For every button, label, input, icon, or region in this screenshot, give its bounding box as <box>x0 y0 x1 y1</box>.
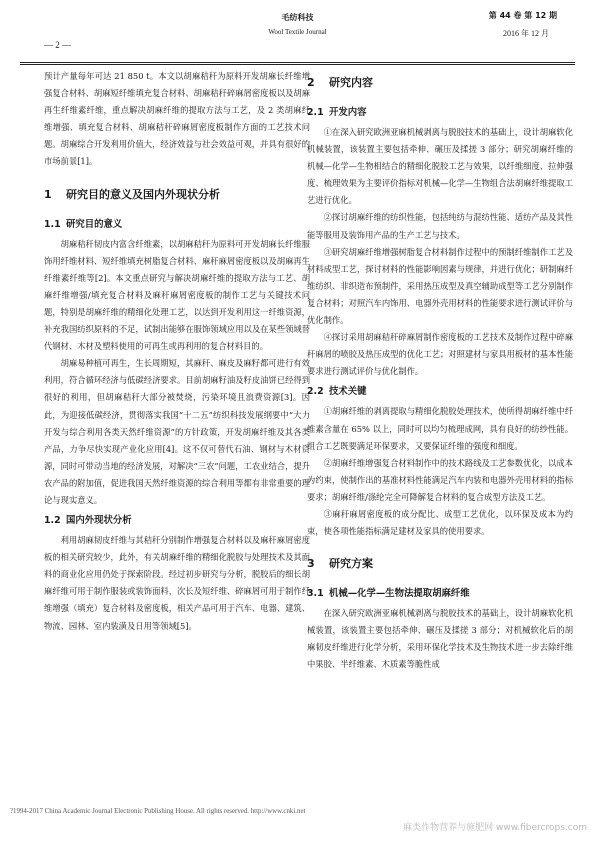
subsection-heading-2-1 <box>307 104 573 122</box>
issue-date: 2016 年 12 月 <box>503 29 549 38</box>
volume-issue: 第 44 卷 第 12 期 <box>488 11 557 20</box>
page-number: — 2 — <box>44 40 71 50</box>
left-column <box>44 68 310 635</box>
section-heading-3 <box>307 555 573 573</box>
subsection-title: 国内外现状分析 <box>66 515 132 527</box>
subsection-heading-3-1 <box>307 585 573 603</box>
subsection-title: 研究目的意义 <box>66 218 123 230</box>
subsection-heading-1-1 <box>44 216 310 234</box>
site-watermark: 麻类作物营养与施肥网 www.fibercrops.com <box>403 823 587 833</box>
body-paragraph: 利用胡麻韧皮纤维与其秸秆分别制作增强复合材料以及麻秆麻屑密度板的相关研究较少，此外，有关胡麻纤维的精细化脱胶与处理技术及其面料的商业化应用仍处于探索阶段。经过初步研究与分析，脱胶后的细长胡麻纤维可用于制作服装或装饰面料，次长及短纤维、碎麻屑可用于制作纤维增强（填充）复合材料及密度板，相关产品可用于汽车、电器、建筑、物流、园林、室内装潢及日用等领域[5]。 <box>44 535 310 631</box>
section-number: 3 <box>307 557 315 571</box>
section-title: 研究目的意义及国内外现状分析 <box>66 187 220 201</box>
header-rule <box>20 62 575 63</box>
journal-title-en: Wool Textile Journal <box>268 28 327 36</box>
header-rule-thin <box>20 64 575 65</box>
body-paragraph: ②胡麻纤维增强复合材料制作中的技术路线及工艺参数优化，以成本为约束，使制作出的基准材料性能满足汽车内装和电器外壳用材料的指标要求；胡麻纤维/涤纶完全可降解复合材料的复合成型方法及工艺。 <box>307 457 573 502</box>
subsection-number: 1.2 <box>44 515 61 527</box>
subsection-number: 3.1 <box>307 588 324 600</box>
body-paragraph: ③麻秆麻屑密度板的成分配比、成型工艺优化，以环保及成本为约束，使各项性能指标满足建材及家具的使用要求。 <box>307 508 573 537</box>
subsection-number: 2.1 <box>307 107 324 118</box>
body-paragraph: ④探讨采用胡麻秸秆碎麻屑制作密度板的工艺技术及制作过程中碎麻秆麻屑的喷胶及热压成型的优化工艺；对照建材与家具用板材的基本性能要求进行测试评价与优化制作。 <box>307 332 573 377</box>
subsection-heading-1-2 <box>44 512 310 530</box>
body-paragraph: ②探讨胡麻纤维的纺织性能，包括纯纺与混纺性能、适纺产品及其性能等服用及装饰用产品的生产工艺与技术。 <box>307 212 573 240</box>
subsection-number: 2.2 <box>307 386 324 398</box>
section-number: 1 <box>44 187 52 201</box>
subsection-title: 机械—化学—生物法提取胡麻纤维 <box>329 588 470 600</box>
section-heading-2 <box>307 74 573 92</box>
right-column <box>307 68 573 674</box>
body-paragraph: ①胡麻纤维的剥离提取与精细化脱胶处理技术，使所得胡麻纤维中纤维素含量在 65% 以上，同时可以均匀梳理成网，具有良好的纺纱性能。组合工艺既要满足环保要求，又要保证纤维的强度和细度。 <box>307 406 573 451</box>
body-paragraph: ①在深入研究欧洲亚麻机械剥离与脱胶技术的基础上，设计胡麻软化机械装置，该装置主要包括牵伸、碾压及揉搓 3 部分；研究胡麻纤维的机械—化学—生物相结合的精细化脱胶工艺与效果，以纤维细度、拉伸强度、梳理效果为主要评价指标对机械—化学—生物组合法胡麻纤维提取工艺进行优化。 <box>307 127 573 206</box>
intro-paragraph: 预计产量每年可达 21 850 t。本文以胡麻秸秆为原料开发胡麻长纤维增强复合材料、胡麻短纤维填充复合材料、胡麻秸秆碎麻屑密度板以及胡麻再生纤维素纤维，重点解决胡麻纤维的提取方法与工艺，及 2 类胡麻纤维增强、填充复合材料、胡麻秸秆碎麻屑密度板制作方面的工艺技术问题。胡麻综合开发利用价值大，经济效益与社会效益可观，并具有很好的市场前景[1]。 <box>44 71 310 167</box>
section-title: 研究内容 <box>329 76 373 89</box>
body-paragraph: 胡麻秸秆韧皮内富含纤维素，以胡麻秸秆为原料可开发胡麻长纤维服饰用纤维材料、短纤维填充树脂复合材料、麻秆麻屑密度板以及胡麻再生纤维素纤维等[2]。本文重点研究与解决胡麻纤维的提取方法与工艺、胡麻纤维增强/填充复合材料及麻秆麻屑密度板的制作工艺与关键技术问题，特别是胡麻纤维的精细化处理工艺，以达到开发利用这一纤维资源，补充我国纺织原料的不足，试制出能够在服饰领域应用以及在某些领域替代钢材、木材及塑料使用的可再生或再利用的复合材料目的。 <box>44 238 310 352</box>
copyright-notice: ?1994-2017 China Academic Journal Electronic Publishing House. All rights reserved. http://www.cnki.net <box>10 808 306 815</box>
body-paragraph: 胡麻易种植可再生，生长周期短，其麻秆、麻皮及麻籽都可进行有效利用，符合循环经济与低碳经济要求。目前胡麻籽油及籽皮油饼已经得到很好的利用，但胡麻秸秆大部分被焚烧，污染环境且浪费资源[3]。因此，为迎接低碳经济，贯彻落实我国“十二五”纺织科技发展纲要中“大力开发与综合利用各类天然纤维资源”的方针政策，开发胡麻纤维及其各类产品，力争尽快实现产业化应用[4]。这不仅可替代石油、钢材与木材资源，同时可带动当地的经济发展，对解决“三农”问题，工农业结合，提升农产品的附加值，促进我国天然纤维资源的综合利用等都有非常重要的理论与现实意义。 <box>44 358 310 505</box>
subsection-number: 1.1 <box>44 218 61 230</box>
body-paragraph: 在深入研究欧洲亚麻机械剥离与脱胶技术的基础上，设计胡麻软化机械装置，该装置主要包括牵伸、碾压及揉搓 3 部分；对机械软化后的胡麻韧皮纤维进行化学分析，采用环保化学技术及生物技术进一步去除纤维中果胶、半纤维素、木质素等脆性成 <box>307 608 573 670</box>
section-heading-1 <box>44 186 310 204</box>
subsection-title: 开发内容 <box>329 107 367 118</box>
section-number: 2 <box>307 76 315 89</box>
page-header <box>20 6 575 64</box>
subsection-heading-2-2 <box>307 383 573 401</box>
subsection-title: 技术关键 <box>329 386 367 398</box>
section-title: 研究方案 <box>329 557 373 571</box>
journal-title-cn: 毛纺科技 <box>281 13 314 22</box>
body-paragraph: ③研究胡麻纤维增强树脂复合材料制作过程中的预制纤维制作工艺及材料成型工艺，探讨材料的性能影响因素与规律，并进行优化；研制麻纤维纺织、非织造布预制件，采用热压成型及真空辅助成型等工艺分别制作复合材料；对照汽车内饰用、电器外壳用材料的性能要求进行测试评价与优化制作。 <box>307 246 573 326</box>
